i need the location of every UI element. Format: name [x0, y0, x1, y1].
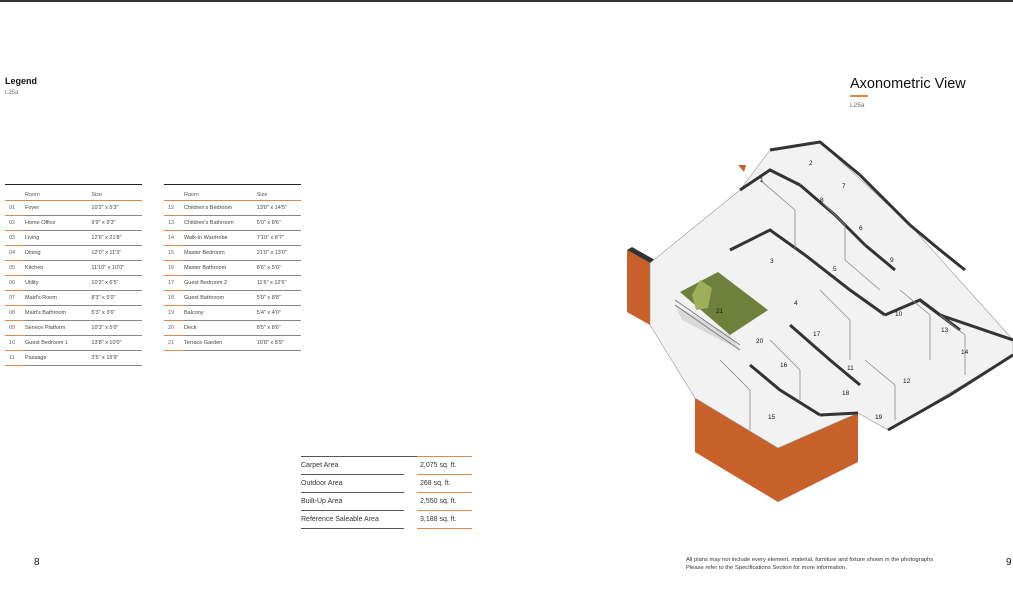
room-number: 01 [5, 201, 25, 216]
room-label-6: 6 [859, 225, 863, 232]
room-label-16: 16 [780, 362, 788, 369]
size-header: Size [257, 185, 301, 201]
size-header: Size [91, 185, 142, 201]
table-row [164, 321, 301, 336]
room-label-15: 15 [768, 414, 776, 421]
room-name: Children's Bedroom [184, 201, 257, 216]
page-number-right: 9 [1006, 557, 1012, 568]
room-size: 11'10" x 10'0" [91, 261, 142, 276]
table-row [5, 201, 142, 216]
area-row [301, 475, 472, 493]
room-size: 5'3" x 3'6" [91, 306, 142, 321]
room-size: 11'6" x 12'6" [257, 276, 301, 291]
area-value: 3,188 sq. ft. [417, 511, 472, 529]
room-number: 18 [164, 291, 184, 306]
room-name: Terrace Garden [184, 336, 257, 351]
room-name: Walk-in Wardrobe [184, 231, 257, 246]
room-number: 09 [5, 321, 25, 336]
room-name: Master Bathroom [184, 261, 257, 276]
table-row [164, 231, 301, 246]
room-label-4: 4 [794, 300, 798, 307]
room-label-12: 12 [903, 378, 911, 385]
room-name: Foyer [25, 201, 91, 216]
area-summary-table [301, 456, 472, 529]
room-size: 10'2" x 5'3" [91, 201, 142, 216]
room-header: Room [184, 185, 257, 201]
room-name: Kitchen [25, 261, 91, 276]
room-label-18: 18 [842, 390, 850, 397]
room-size: 16'8" x 8'9" [257, 336, 301, 351]
area-value: 2,550 sq. ft. [417, 493, 472, 511]
room-name: Guest Bedroom 1 [25, 336, 91, 351]
room-label-7: 7 [842, 183, 846, 190]
area-label: Reference Saleable Area [301, 511, 404, 529]
room-name: Dining [25, 246, 91, 261]
table-row [164, 336, 301, 351]
area-label: Carpet Area [301, 457, 404, 475]
room-number: 14 [164, 231, 184, 246]
room-name: Maid's Room [25, 291, 91, 306]
room-number: 20 [164, 321, 184, 336]
disclaimer-line-2: Please refer to the Specifications Section for more information. [686, 564, 847, 571]
room-name: Master Bedroom [184, 246, 257, 261]
room-number: 05 [5, 261, 25, 276]
room-name: Utility [25, 276, 91, 291]
room-name: Living [25, 231, 91, 246]
table-row [164, 261, 301, 276]
room-name: Balcony [184, 306, 257, 321]
room-name: Children's Bathroom [184, 216, 257, 231]
room-table-left [5, 184, 142, 366]
room-number: 07 [5, 291, 25, 306]
room-number: 04 [5, 246, 25, 261]
room-size: 13'8" x 14'5" [257, 201, 301, 216]
room-name: Maid's Bathroom [25, 306, 91, 321]
area-row [301, 511, 472, 529]
room-number: 06 [5, 276, 25, 291]
table-row [5, 261, 142, 276]
room-label-5: 5 [833, 266, 837, 273]
area-row [301, 493, 472, 511]
room-number: 21 [164, 336, 184, 351]
table-row [5, 276, 142, 291]
legend-subtitle: L25a [5, 90, 19, 96]
top-rule [0, 0, 1013, 2]
room-label-10: 10 [895, 311, 903, 318]
table-row [164, 276, 301, 291]
table-row [164, 306, 301, 321]
room-table-right [164, 184, 301, 351]
axonometric-title-rule [850, 95, 868, 97]
room-label-13: 13 [941, 327, 949, 334]
axonometric-title: Axonometric View [850, 76, 966, 92]
table-row [5, 336, 142, 351]
room-size: 3'5" x 15'9" [91, 351, 142, 366]
room-number: 16 [164, 261, 184, 276]
room-label-20: 20 [756, 338, 764, 345]
room-number: 10 [5, 336, 25, 351]
area-gap [404, 493, 417, 511]
table-row [5, 246, 142, 261]
room-label-8: 8 [820, 197, 824, 204]
table-row [164, 216, 301, 231]
page-number-left: 8 [34, 557, 40, 568]
area-gap [404, 457, 417, 475]
room-size: 9'9" x 9'3" [91, 216, 142, 231]
room-label-17: 17 [813, 331, 821, 338]
table-row [164, 201, 301, 216]
room-size: 8'5" x 8'6" [257, 321, 301, 336]
area-gap [404, 475, 417, 493]
area-value: 268 sq. ft. [417, 475, 472, 493]
table-row [5, 321, 142, 336]
disclaimer-line-1: All plans may not include every element, material, furniture and fixture shown in the photographs [686, 557, 934, 563]
room-number: 12 [164, 201, 184, 216]
room-number: 19 [164, 306, 184, 321]
room-label-21: 21 [716, 308, 724, 315]
room-number: 02 [5, 216, 25, 231]
room-name: Guest Bedroom 2 [184, 276, 257, 291]
room-size: 10'3" x 6'5" [91, 276, 142, 291]
room-size: 5'4" x 4'0" [257, 306, 301, 321]
room-size: 10'3" x 5'0" [91, 321, 142, 336]
room-number: 08 [5, 306, 25, 321]
table-row [164, 246, 301, 261]
room-label-2: 2 [809, 160, 813, 167]
room-size: 5'0" x 8'6" [257, 216, 301, 231]
area-row [301, 457, 472, 475]
room-size: 13'8" x 10'0" [91, 336, 142, 351]
terrace-wall-left [627, 250, 650, 325]
room-label-3: 3 [770, 258, 774, 265]
room-label-1: 1 [760, 177, 764, 184]
disclaimer [686, 557, 986, 572]
area-gap [404, 511, 417, 529]
table-row [5, 351, 142, 366]
room-label-9: 9 [890, 257, 894, 264]
room-number: 15 [164, 246, 184, 261]
room-name: Guest Bathroom [184, 291, 257, 306]
table-row [5, 291, 142, 306]
room-number: 11 [5, 351, 25, 366]
room-number: 03 [5, 231, 25, 246]
area-label: Outdoor Area [301, 475, 404, 493]
room-name: Home Office [25, 216, 91, 231]
table-row [5, 216, 142, 231]
room-size: 5'0" x 8'8" [257, 291, 301, 306]
room-size: 8'6" x 5'0" [257, 261, 301, 276]
room-size: 21'0" x 13'0" [257, 246, 301, 261]
table-row [5, 306, 142, 321]
room-label-11: 11 [847, 365, 854, 372]
room-size: 12'6" x 21'8" [91, 231, 142, 246]
axonometric-floor-plan [620, 130, 1013, 510]
table-row [5, 231, 142, 246]
room-size: 12'0" x 11'3" [91, 246, 142, 261]
table-header-row [164, 185, 301, 201]
room-name: Service Platform [25, 321, 91, 336]
table-header-row [5, 185, 142, 201]
north-marker [738, 165, 746, 172]
room-size: 7'10" x 8'7" [257, 231, 301, 246]
room-label-14: 14 [961, 349, 969, 356]
legend-title: Legend [5, 76, 38, 86]
area-value: 2,075 sq. ft. [417, 457, 472, 475]
area-label: Built-Up Area [301, 493, 404, 511]
room-name: Passage [25, 351, 91, 366]
room-number: 17 [164, 276, 184, 291]
table-row [164, 291, 301, 306]
room-size: 8'3" x 5'0" [91, 291, 142, 306]
room-name: Deck [184, 321, 257, 336]
room-header: Room [25, 185, 91, 201]
room-number: 13 [164, 216, 184, 231]
axonometric-subtitle: L25a [850, 102, 865, 109]
room-label-19: 19 [875, 414, 883, 421]
